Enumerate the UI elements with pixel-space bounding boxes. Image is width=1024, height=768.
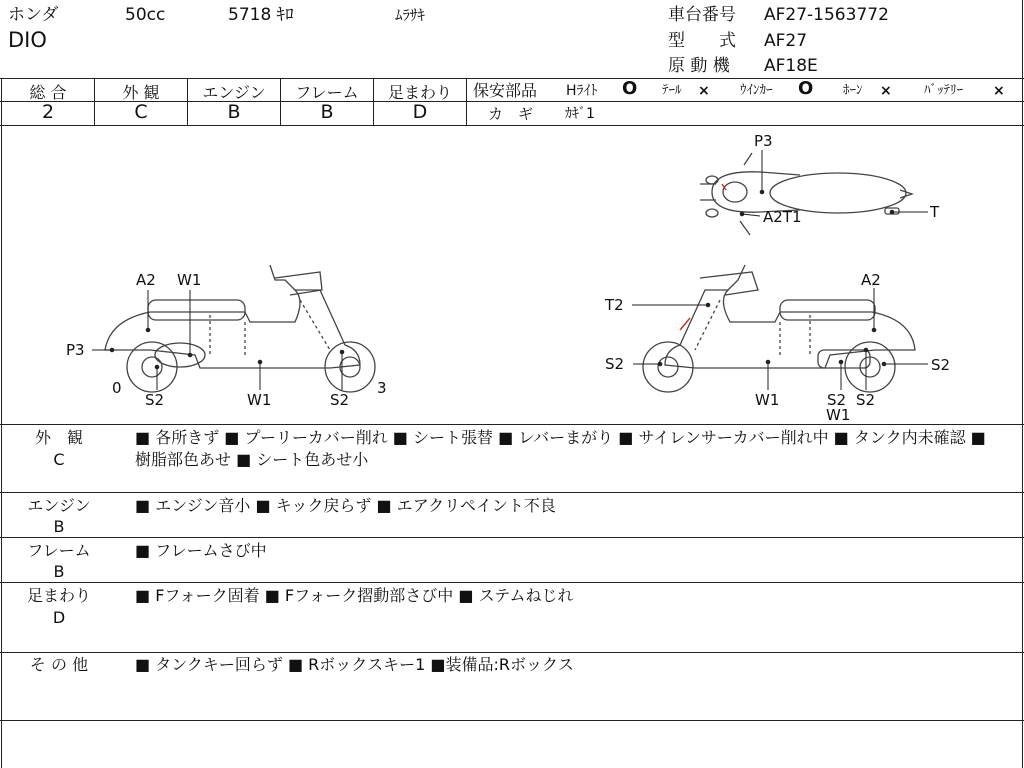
diagram-label: W1: [826, 406, 851, 424]
diagram-label: T: [930, 203, 940, 221]
key-label: カ ギ: [488, 105, 534, 123]
section-label: 外 観: [34, 428, 83, 447]
diagram-label: A2: [861, 271, 881, 289]
diagram-label: W1: [755, 391, 780, 409]
diagram-label: W1: [177, 271, 202, 289]
type-label: 型 式: [668, 31, 736, 51]
section-text: ■ タンクキー回らず ■ Rボックスキー1 ■装備品:Rボックス: [135, 655, 574, 674]
section-text: ■ 各所きず ■ プーリーカバー削れ ■ シート張替 ■ レバーまがり ■ サイレンサーカバー削れ中 ■ タンク内未確認 ■ 樹脂部色あせ ■ シート色あせ小: [135, 428, 986, 469]
engine-label: 原 動 機: [668, 56, 730, 76]
grade-exterior-value: C: [134, 101, 148, 123]
grade-suspension-label: 足まわり: [387, 83, 452, 102]
grade-frame-value: B: [320, 101, 334, 123]
diagram-label: 3: [377, 379, 387, 397]
section-grade: B: [53, 517, 65, 536]
section-label: 足まわり: [26, 586, 91, 605]
divider: [0, 424, 1024, 425]
safety-mark-winker: O: [798, 78, 814, 99]
safety-mark-tail: ×: [698, 83, 710, 99]
diagram-label: 0: [112, 379, 122, 397]
diagram-label: T2: [605, 296, 624, 314]
divider: [0, 652, 1024, 653]
safety-mark-battery: ×: [993, 83, 1005, 99]
section-label: エンジン: [27, 496, 91, 515]
diagram-label: A2: [136, 271, 156, 289]
diagram-label: P3: [754, 132, 773, 150]
diagram-label: A2T1: [763, 208, 802, 226]
section-grade: D: [52, 608, 66, 627]
diagram-label: W1: [247, 391, 272, 409]
diagram-label: S2: [605, 355, 625, 373]
divider: [0, 720, 1024, 721]
safety-mark-horn: ×: [880, 83, 892, 99]
safety-item-battery: ﾊﾞｯﾃﾘｰ: [924, 83, 963, 98]
grade-engine-value: B: [227, 101, 241, 123]
engine-value: AF18E: [764, 56, 818, 76]
divider: [0, 582, 1024, 583]
grade-exterior-label: 外 観: [122, 83, 160, 102]
section-grade: B: [53, 562, 65, 581]
safety-item-horn: ﾎｰﾝ: [843, 83, 863, 98]
divider: [0, 492, 1024, 493]
model-name: DIO: [8, 28, 47, 52]
key-value: ｶｷﾞ1: [565, 106, 595, 122]
frame-no: AF27-1563772: [764, 5, 889, 25]
safety-label: 保安部品: [473, 81, 538, 100]
scooter-top-view: [700, 153, 912, 235]
safety-item-headlight: Hﾗｲﾄ: [566, 83, 598, 99]
divider: [0, 537, 1024, 538]
displacement: 50cc: [125, 5, 166, 25]
diagram-label: S2: [931, 356, 951, 374]
section-text: ■ フレームさび中: [135, 541, 267, 560]
diagram-label: P3: [66, 341, 85, 359]
mileage: 5718 ｷﾛ: [228, 5, 294, 25]
grade-engine-label: エンジン: [202, 83, 266, 102]
maker: ホンダ: [8, 5, 59, 25]
safety-item-winker: ｳｲﾝｶｰ: [740, 83, 773, 98]
diagram-label: S2: [856, 391, 876, 409]
section-grade: C: [53, 450, 65, 469]
section-label: そ の 他: [29, 655, 89, 674]
section-text: ■ エンジン音小 ■ キック戻らず ■ エアクリペイント不良: [135, 496, 556, 515]
safety-item-tail: ﾃｰﾙ: [662, 83, 682, 98]
grade-frame-label: フレーム: [295, 83, 359, 102]
grade-overall-value: 2: [41, 101, 55, 123]
diagram-label: S2: [330, 391, 350, 409]
diagram-label: S2: [145, 391, 165, 409]
section-label: フレーム: [27, 541, 91, 560]
grade-overall-label: 総 合: [29, 83, 67, 102]
frame-no-label: 車台番号: [668, 5, 736, 25]
type-value: AF27: [764, 31, 808, 51]
safety-mark-headlight: O: [622, 78, 638, 99]
diagram-label: S2: [827, 391, 847, 409]
color: ﾑﾗｻｷ: [395, 6, 426, 24]
section-text: ■ Fフォーク固着 ■ Fフォーク摺動部さび中 ■ ステムねじれ: [135, 586, 574, 605]
grade-suspension-value: D: [412, 101, 428, 123]
